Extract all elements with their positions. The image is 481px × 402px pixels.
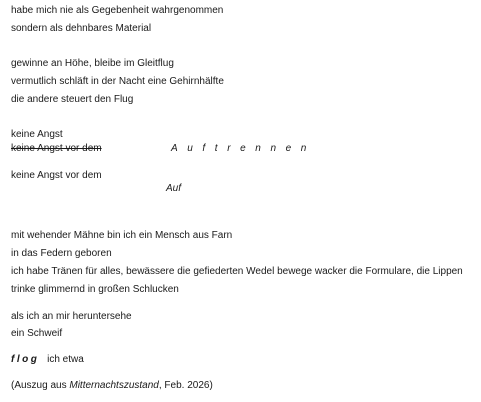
flog-rest: ich etwa — [47, 354, 84, 365]
poem-line-struck: keine Angst vor dem — [11, 143, 102, 154]
poem-line: trinke glimmernd in großen Schlucken — [11, 284, 179, 295]
poem-line: ein Schweif — [11, 328, 63, 339]
poem-line: vermutlich schläft in der Nacht eine Gehirnhälfte — [11, 76, 224, 87]
poem-line: als ich an mir heruntersehe — [11, 311, 132, 322]
poem-line: keine Angst vor dem — [11, 170, 102, 181]
citation-prefix: (Auszug aus — [11, 380, 70, 391]
poem-line: ich habe Tränen für alles, bewässere die gefiederten Wedel bewege wacker die Formulare, die Lippen — [11, 266, 463, 277]
aside-word-spaced: Auftrennen — [171, 143, 316, 154]
poem-line: sondern als dehnbares Material — [11, 23, 152, 34]
poem-line: in das Federn geboren — [11, 248, 112, 259]
poem-line: die andere steuert den Flug — [11, 94, 134, 105]
citation-title: Mitternachtszustand — [69, 380, 159, 391]
poem-line: mit wehender Mähne bin ich ein Mensch aus Farn — [11, 230, 233, 241]
source-citation — [11, 380, 213, 392]
poem-line: habe mich nie als Gegebenheit wahrgenommen — [11, 5, 224, 16]
poem-line: keine Angst — [11, 129, 63, 140]
poem-line-flog — [11, 354, 84, 366]
poem-line: gewinne an Höhe, bleibe im Gleitflug — [11, 58, 174, 69]
aside-word: Auf — [166, 183, 182, 194]
flog-word: flog — [11, 354, 40, 365]
citation-suffix: , Feb. 2026) — [158, 380, 213, 391]
